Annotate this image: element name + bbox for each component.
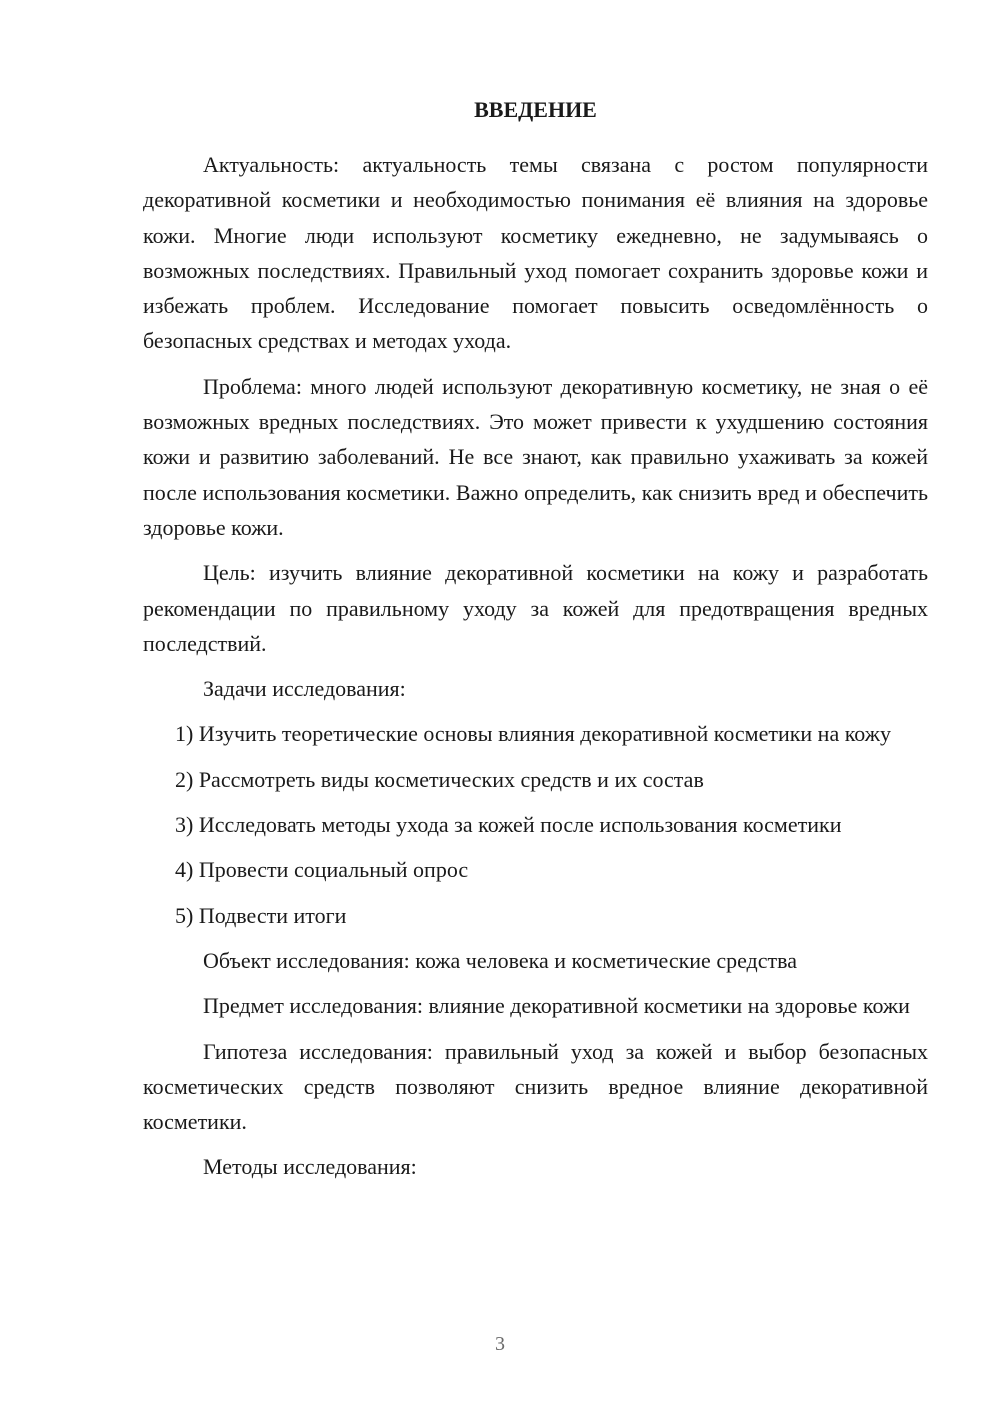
task-item: 1) Изучить теоретические основы влияния декоративной косметики на кожу xyxy=(175,721,891,747)
methods-heading: Методы исследования: xyxy=(203,1154,417,1180)
task-item: 2) Рассмотреть виды косметических средств и их состав xyxy=(175,766,704,792)
tasks-list xyxy=(143,716,928,932)
hypothesis-paragraph: Гипотеза исследования: правильный уход за кожей и выбор безопасных косметических средств позволяют снизить вредное влияние декоративной косметики. xyxy=(143,1038,928,1135)
task-item: 4) Провести социальный опрос xyxy=(175,857,469,883)
goal-paragraph: Цель: изучить влияние декоративной косметики на кожу и разработать рекомендации по правильному уходу за кожей для предотвращения вредных последствий. xyxy=(143,560,928,656)
page-title: ВВЕДЕНИЕ xyxy=(474,97,597,122)
task-item: 3) Исследовать методы ухода за кожей после использования косметики xyxy=(175,812,842,838)
problem-paragraph: Проблема: много людей используют декоративную косметику, не зная о её возможных вредных последствиях. Это может привести к ухудшению состояния кожи и развитию заболеваний. Не все знают, как правильно ухаживать за кожей после использования косметики. Важно определить, как снизить вред и обеспечить здоровье кожи. xyxy=(143,373,928,540)
tasks-heading: Задачи исследования: xyxy=(203,676,406,702)
object-paragraph: Объект исследования: кожа человека и косметические средства xyxy=(203,947,797,973)
relevance-paragraph: Актуальность: актуальность темы связана с ростом популярности декоративной косметики и необходимостью понимания её влияния на здоровье кожи. Многие люди используют косметику ежедневно, не задумываясь о возможных последствиях. Правильный уход помогает сохранить здоровье кожи и избежать проблем. Исследование помогает повысить осведомлённость о безопасных средствах и методах ухода. xyxy=(143,152,928,354)
subject-paragraph: Предмет исследования: влияние декоративной косметики на здоровье кожи xyxy=(203,993,910,1019)
document-page xyxy=(143,92,928,1185)
page-number: 3 xyxy=(495,1333,505,1355)
task-item: 5) Подвести итоги xyxy=(175,902,347,928)
